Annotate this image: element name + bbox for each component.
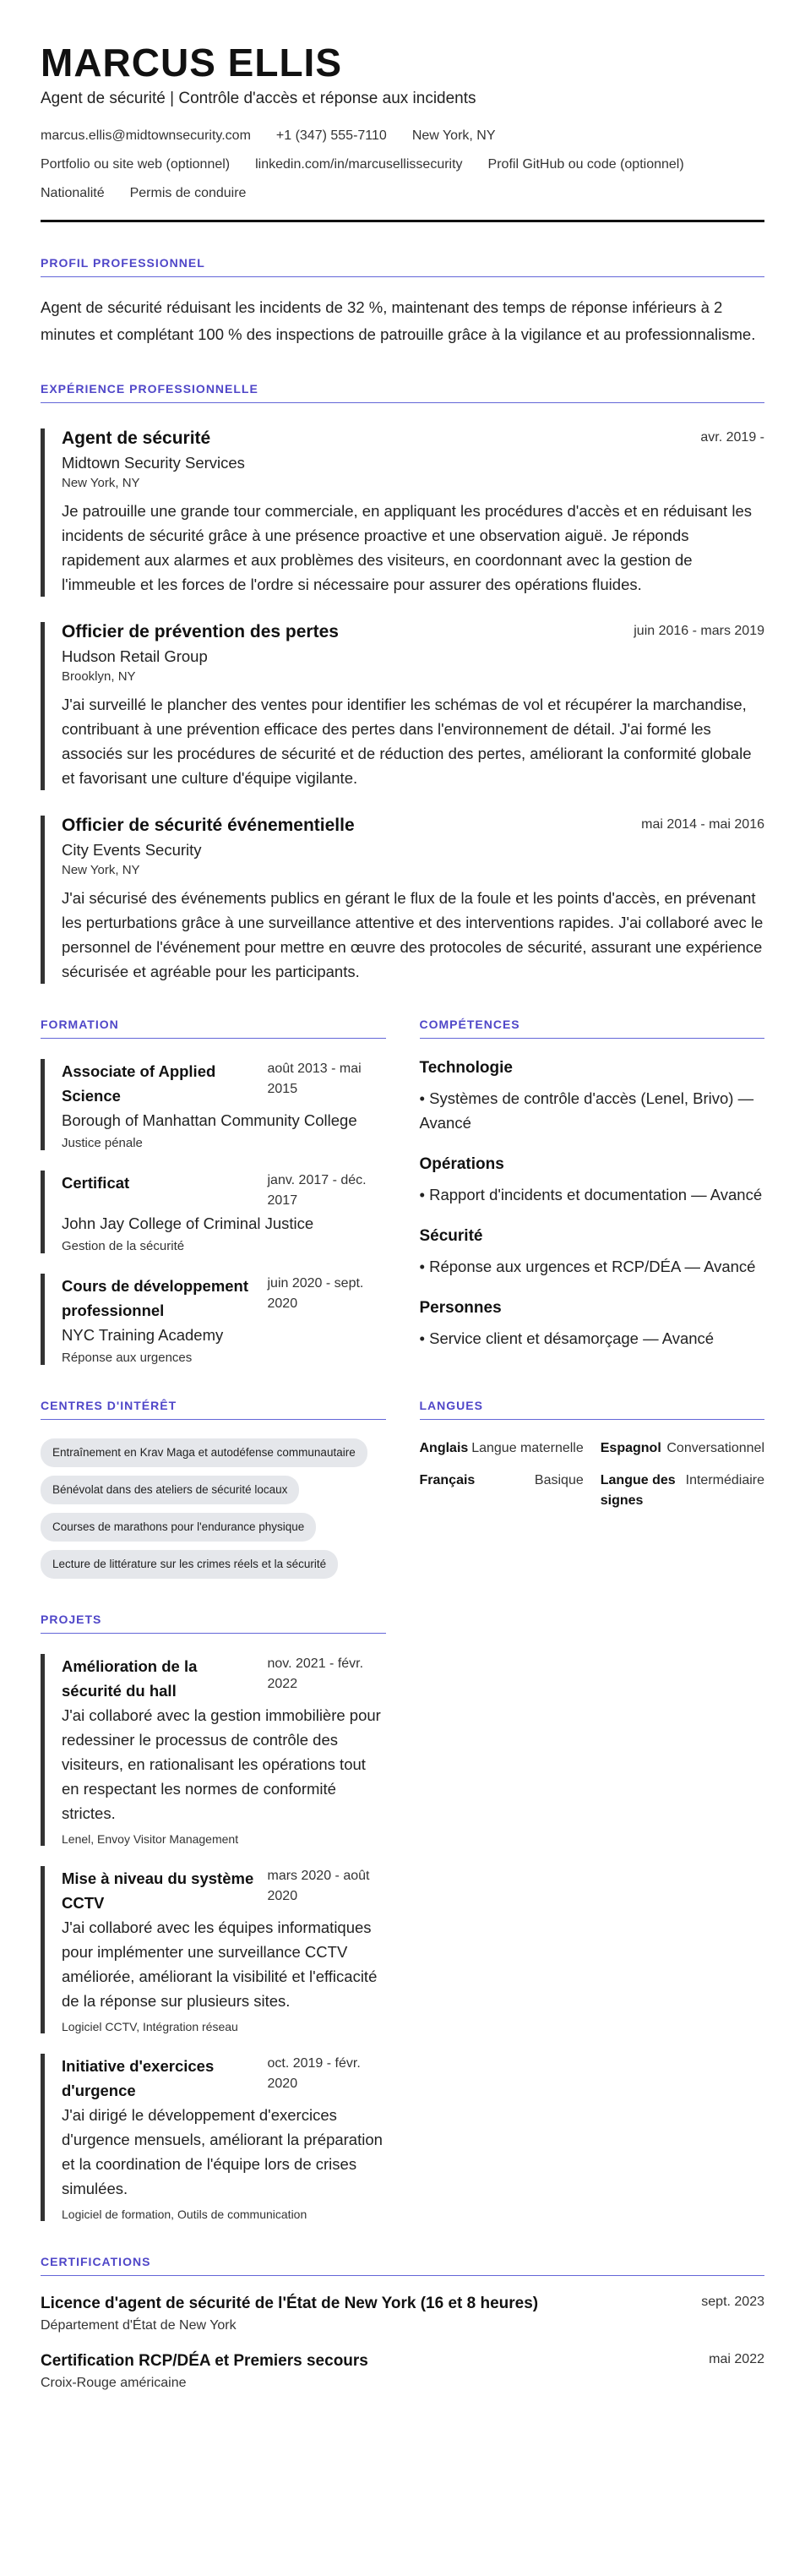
job-title: Agent de sécurité (62, 428, 211, 448)
interest-chip: Courses de marathons pour l'endurance physique (41, 1513, 316, 1542)
school-name: Borough of Manhattan Community College (62, 1111, 357, 1129)
interest-chip: Lecture de littérature sur les crimes réels et la sécurité (41, 1550, 338, 1579)
language-item (420, 1471, 584, 1511)
skill-item: • Service client et désamorçage — Avancé (419, 1329, 715, 1347)
language-name: Anglais (419, 1441, 469, 1455)
projects-row (41, 1579, 764, 2221)
language-level: Basique (534, 1473, 584, 1487)
job-title: Officier de sécurité événementielle (62, 816, 355, 835)
section-title-summary: PROFIL PROFESSIONNEL (41, 256, 764, 277)
contact-website[interactable]: Portfolio ou site web (optionnel) (41, 157, 231, 172)
job-date: mai 2014 - mai 2016 (641, 817, 764, 832)
certification-issuer: Département d'État de New York (41, 2318, 237, 2333)
project-title: Initiative d'exercices d'urgence (62, 2057, 215, 2099)
project-date: oct. 2019 - févr. 2020 (267, 2056, 361, 2091)
languages-section (420, 1365, 765, 1579)
job-title: Officier de prévention des pertes (62, 622, 339, 641)
job-company: City Events Security (62, 841, 202, 859)
job-description: J'ai surveillé le plancher des ventes pour identifier les schémas de vol et récupérer la marchandise, contribuant à une prévention efficace des pertes dans l'environnement de détail. J'ai formé les associés sur les procédures de sécurité et de réduction des pertes, améliorant la conformité globale et favorisant une culture d'équipe vigilante. (62, 696, 752, 787)
certification-title: Certification RCP/DÉA et Premiers secours (41, 2352, 368, 2370)
skill-category: Personnes (419, 1299, 502, 1317)
summary-text: Agent de sécurité réduisant les incidents de 32 %, maintenant des temps de réponse inférieurs à 2 minutes et complétant 100 % des inspections de patrouille grâce à la vigilance et au professionnalisme. (41, 298, 756, 343)
interest-chip: Bénévolat dans des ateliers de sécurité locaux (41, 1476, 299, 1504)
project-description: J'ai dirigé le développement d'exercices d'urgence mensuels, améliorant la préparation et la coordination de l'équipe lors de crises simulées. (62, 2106, 383, 2197)
project-item (41, 2054, 386, 2221)
project-date: mars 2020 - août 2020 (267, 1869, 370, 1903)
skill-item: • Systèmes de contrôle d'accès (Lenel, Brivo) — Avancé (419, 1089, 754, 1132)
certifications-section (41, 2255, 764, 2391)
degree-title: Cours de développement professionnel (62, 1277, 249, 1319)
education-section (41, 984, 386, 1365)
skill-category: Technologie (419, 1059, 513, 1077)
section-title-education: FORMATION (41, 1018, 386, 1039)
language-item (601, 1438, 764, 1459)
job-location: New York, NY (62, 863, 140, 877)
skill-item: • Rapport d'incidents et documentation — Avancé (419, 1186, 763, 1203)
skill-item: • Réponse aux urgences et RCP/DÉA — Avancé (419, 1258, 756, 1275)
language-level: Langue maternelle (471, 1441, 584, 1455)
language-name: Langue des signes (600, 1473, 676, 1508)
degree-date: août 2013 - mai 2015 (267, 1062, 362, 1096)
language-level: Intermédiaire (685, 1473, 764, 1487)
project-description: J'ai collaboré avec la gestion immobilière pour redessiner le processus de contrôle des visiteurs, en rationalisant les opérations tout en respectant les normes de conformité strictes. (62, 1706, 381, 1822)
project-title: Amélioration de la sécurité du hall (62, 1657, 198, 1700)
project-item (41, 1654, 386, 1846)
resume-header (41, 39, 764, 222)
certification-date: mai 2022 (709, 2352, 764, 2366)
candidate-name: MARCUS ELLIS (41, 41, 342, 85)
certification-item (41, 2295, 764, 2333)
contact-email[interactable]: marcus.ellis@midtownsecurity.com (41, 128, 251, 143)
section-title-certifications: CERTIFICATIONS (41, 2255, 764, 2276)
language-item (601, 1471, 764, 1511)
education-item (41, 1059, 386, 1150)
job-location: New York, NY (62, 476, 140, 490)
job-description: J'ai sécurisé des événements publics en gérant le flux de la foule et les points d'accès, en prévenant les perturbations grâce à une surveillance attentive et des interventions rapides. J'ai collaboré avec le personnel de l'événement pour mettre en œuvre des protocoles de sécurité, assurant une expérience sécurisée et agréable pour les participants. (62, 889, 764, 980)
experience-item (41, 428, 764, 597)
summary-section (41, 256, 764, 348)
certification-item (41, 2352, 764, 2391)
field-of-study: Gestion de la sécurité (62, 1239, 185, 1253)
job-location: Brooklyn, NY (62, 669, 136, 684)
candidate-headline: Agent de sécurité | Contrôle d'accès et réponse aux incidents (41, 90, 476, 107)
language-name: Français (419, 1473, 476, 1487)
school-name: NYC Training Academy (62, 1326, 224, 1344)
section-title-projects: PROJETS (41, 1613, 386, 1634)
contact-linkedin[interactable]: linkedin.com/in/marcusellissecurity (255, 157, 463, 172)
contact-license: Permis de conduire (129, 186, 247, 200)
languages-grid (420, 1438, 765, 1511)
contact-phone[interactable]: +1 (347) 555-7110 (275, 128, 387, 143)
job-company: Midtown Security Services (62, 454, 245, 472)
job-company: Hudson Retail Group (62, 647, 208, 665)
language-item (420, 1438, 584, 1459)
project-item (41, 1866, 386, 2033)
experience-section (41, 382, 764, 984)
interest-chips (41, 1438, 386, 1579)
degree-date: janv. 2017 - déc. 2017 (267, 1173, 367, 1208)
job-date: avr. 2019 - (700, 430, 764, 445)
contact-github[interactable]: Profil GitHub ou code (optionnel) (487, 157, 684, 172)
skill-category: Opérations (419, 1155, 504, 1173)
education-item (41, 1171, 386, 1253)
interests-section (41, 1365, 386, 1579)
header-divider (41, 220, 764, 222)
education-item (41, 1274, 386, 1365)
school-name: John Jay College of Criminal Justice (62, 1214, 314, 1232)
language-level: Conversationnel (666, 1441, 764, 1455)
job-date: juin 2016 - mars 2019 (634, 624, 764, 638)
field-of-study: Réponse aux urgences (62, 1351, 193, 1365)
contact-nationality: Nationalité (41, 186, 105, 200)
job-description: Je patrouille une grande tour commerciale, en appliquant les procédures d'accès et en réduisant les incidents de sécurité grâce à une présence proactive et une observation aiguë. Je réponds rapidement aux alarmes et aux problèmes des visiteurs, en coordonnant avec la gestion de l'immeuble et les forces de l'ordre si nécessaire pour assurer des opérations fluides. (62, 502, 752, 593)
section-title-languages: LANGUES (420, 1399, 765, 1420)
degree-date: juin 2020 - sept. 2020 (267, 1276, 364, 1311)
certification-issuer: Croix-Rouge américaine (41, 2376, 187, 2390)
experience-item (41, 622, 764, 790)
project-description: J'ai collaboré avec les équipes informatiques pour implémenter une surveillance CCTV améliorée, améliorant la visibilité et l'efficacité de la réponse sur plusieurs sites. (62, 1918, 378, 2010)
projects-section (41, 1579, 386, 2221)
section-title-experience: EXPÉRIENCE PROFESSIONNELLE (41, 382, 764, 403)
contact-location: New York, NY (411, 128, 496, 143)
project-tech: Lenel, Envoy Visitor Management (62, 1832, 239, 1846)
skills-section (420, 984, 765, 1365)
empty-column (420, 1579, 765, 2221)
project-tech: Logiciel CCTV, Intégration réseau (62, 2020, 238, 2033)
contact-info (41, 122, 764, 208)
interests-languages-row (41, 1365, 764, 1579)
certification-date: sept. 2023 (701, 2295, 764, 2309)
section-title-skills: COMPÉTENCES (420, 1018, 765, 1039)
field-of-study: Justice pénale (62, 1136, 143, 1150)
education-skills-row (41, 984, 764, 1365)
project-tech: Logiciel de formation, Outils de communication (62, 2208, 307, 2221)
project-title: Mise à niveau du système CCTV (62, 1869, 254, 1912)
project-date: nov. 2021 - févr. 2022 (267, 1656, 364, 1691)
language-name: Espagnol (600, 1441, 661, 1455)
skill-category: Sécurité (419, 1227, 483, 1245)
degree-title: Certificat (62, 1174, 130, 1192)
interest-chip: Entraînement en Krav Maga et autodéfense communautaire (41, 1438, 367, 1467)
degree-title: Associate of Applied Science (62, 1062, 216, 1105)
experience-item (41, 816, 764, 984)
section-title-interests: CENTRES D'INTÉRÊT (41, 1399, 386, 1420)
certification-title: Licence d'agent de sécurité de l'État de New York (16 et 8 heures) (41, 2295, 539, 2312)
